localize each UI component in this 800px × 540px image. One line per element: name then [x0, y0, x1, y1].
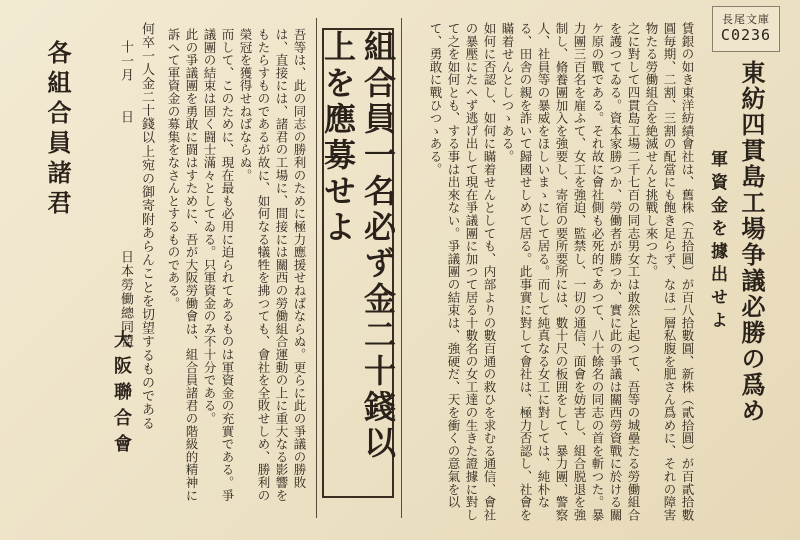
appeal-banner-text: 組合員一名必ず金二十錢以上を應募せよ — [319, 30, 397, 462]
body-paragraph: 而して、このために、現在最も必用に迫られてあるものは軍資金の充實である。爭議團の結束は固く闘士滿々としてゐる。只軍資金のみ不十分である。 — [202, 28, 235, 502]
body-paragraph: 此の爭議團を勇敢に闘はすために、吾が大阪勞働會は、組合員諸君の階級的精神に訴へて軍資金の募集をなさんとするものである。 — [166, 28, 199, 502]
appeal-banner — [319, 28, 397, 498]
leaflet-title: 東紡四貫島工場争議必勝の爲め — [737, 60, 766, 424]
date-line: 十一月 日 — [118, 40, 133, 124]
signature-org: 日本勞働總同盟 — [118, 250, 133, 348]
signature-branch: 大阪聯合會 — [111, 330, 132, 460]
body-section-right — [396, 22, 696, 522]
column-divider — [316, 18, 317, 518]
library-stamp — [712, 6, 780, 52]
leaflet-subtitle: 軍資金を據出せよ — [707, 150, 727, 334]
body-paragraph: 之に對して四貫島工場二千七百の同志男女工は敢然と起つて、吾等の城壘たる勞働組合を護つてゐる。資本家勝つか、勞働者が勝つか、實に此の爭議は關西勞資戰に於ける關ケ原の戰である。それ故に會社側も必死的であつて、八十餘名の同志の首を斬つた。暴力團三百名を雇ふて、女工を強迫、監禁し、一切の通信、面會を妨害し、組合脱退を強制し、脩養團加入を強要し、寄宿の要所要所には、數十尺の板囲をして、暴力團、警察人、社員等の暴威をほしいまゝにして居る。而して純真なる女工に對しては、純朴なる、田舎の親を詐いて歸國せしめて居る。此事實に對して會社は、極力否認し、社會を瞞着せんとしつゝある。 — [500, 22, 641, 522]
body-paragraph: 吾等は、此の同志の勝利のために極力應援せねばならぬ。更らに此の爭議の勝敗は、直接には、諸君の工場に、間接には關西の勞働組合運動の上に重大なる影響をもたらすものであるが故に、如何なる犠牲を拂つても、會社を全敗せしめ、勝利の榮冠を獲得せねばならぬ。 — [238, 28, 307, 502]
closing-appeal: 何卒一人金二十錢以上宛の御寄附あらんことを切望するものである — [139, 22, 154, 430]
addressee: 各組合員諸君 — [43, 40, 72, 220]
stamp-catalog-number: C0236 — [720, 26, 772, 44]
body-paragraph: 賃銀の如き東洋紡績會社は、舊株（五拾圓）が百八拾數圓、新株（貳拾圓）が百貳拾數圓毎期、二割、三割の配當にも飽き足らず、なほ一層私腹を肥さん爲めに、それの障害物たる勞働組合を絶滅せんと挑戰し來つた。 — [644, 22, 695, 522]
body-section-left — [158, 28, 308, 508]
stamp-library-name: 長尾文庫 — [722, 13, 770, 26]
column-divider — [401, 18, 402, 518]
body-paragraph: 如何に否認し、如何に瞞着せんとしても、内部よりの數百通の救ひを求むる通信、會社の暴壓にたへず逃げ出して現在爭議團に加つて居る十數名の女工達の生きた證據に對して之を如何とも、する事は出來ない。爭議團の結束は、強硬だ、天を衝くの意氣を以て、勇敢に戰ひつゝある。 — [428, 22, 497, 522]
